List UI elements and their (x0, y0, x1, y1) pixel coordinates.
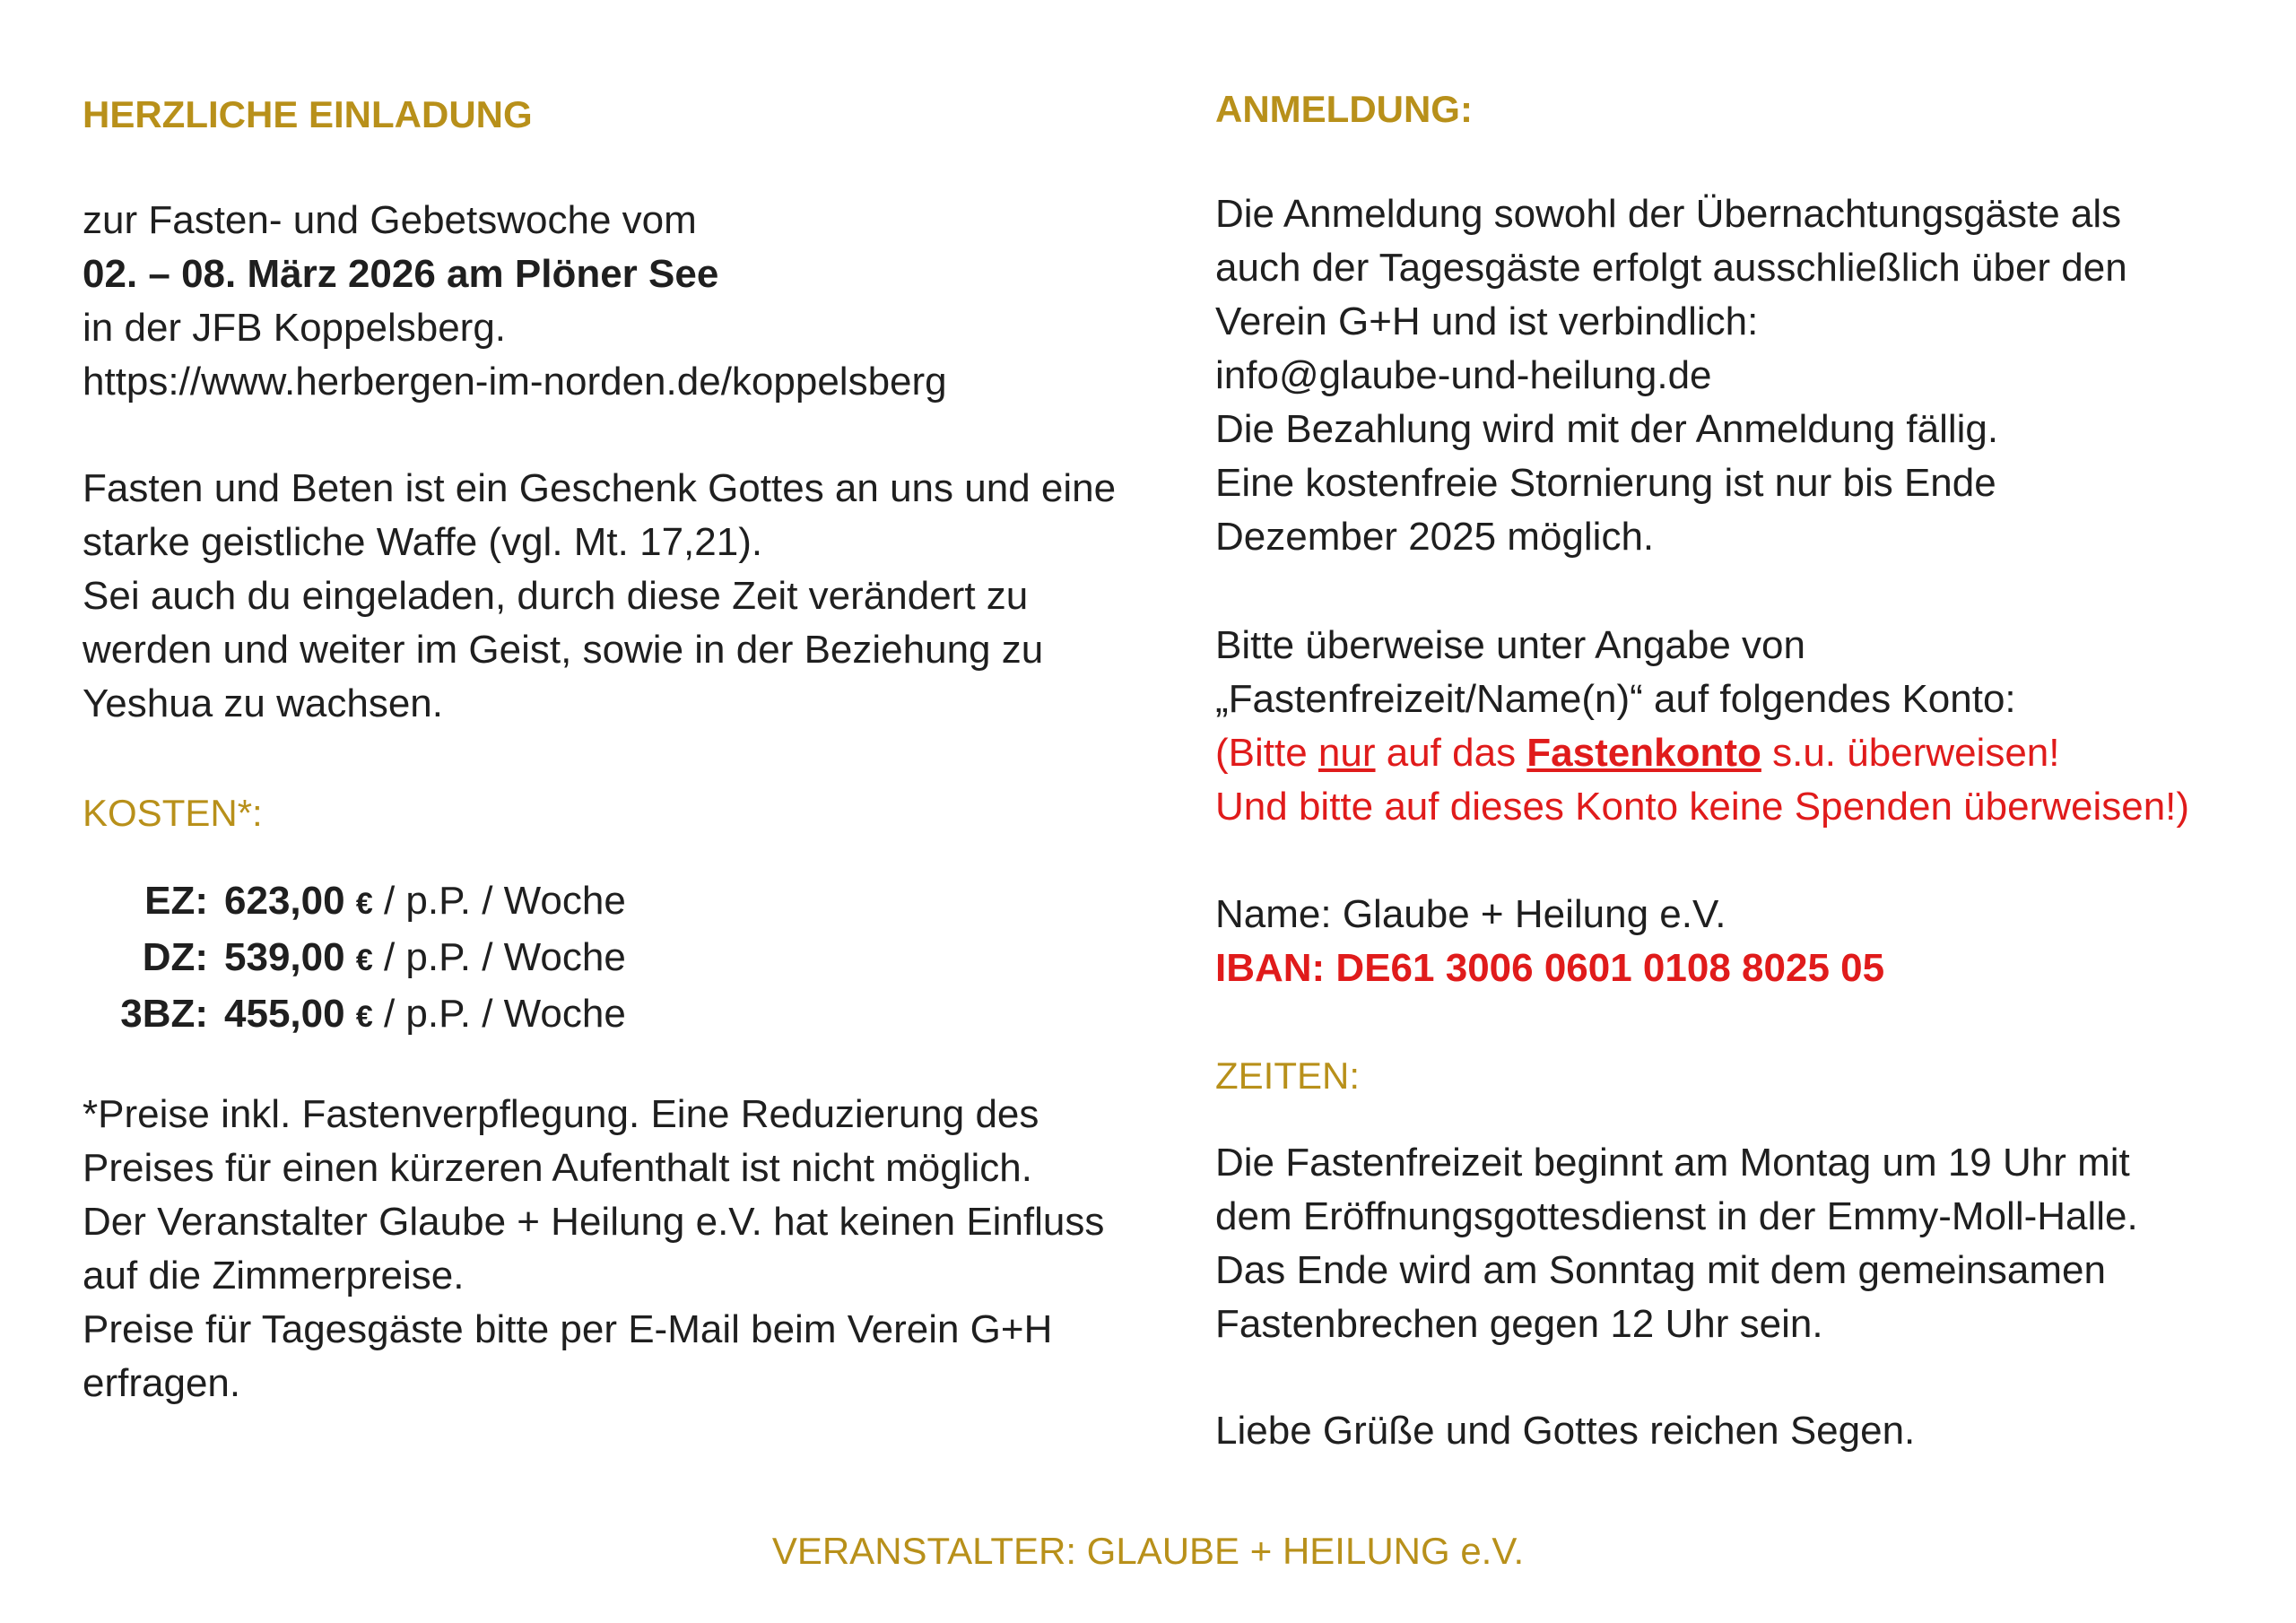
description-line: werden und weiter im Geist, sowie in der Beziehung zu (83, 628, 1044, 672)
payment-line: Bitte überweise unter Angabe von (1215, 623, 1806, 667)
venue-line: in der JFB Koppelsberg. (83, 306, 507, 350)
description-line: Sei auch du eingeladen, durch diese Zeit verändert zu (83, 574, 1029, 618)
registration-line: auch der Tagesgäste erfolgt ausschließlich über den (1215, 246, 2127, 290)
registration-line: Verein G+H und ist verbindlich: (1215, 299, 1759, 343)
room-type-label: EZ: (144, 879, 208, 923)
costs-heading: KOSTEN*: (83, 792, 263, 834)
venue-url[interactable]: https://www.herbergen-im-norden.de/koppelsberg (83, 360, 947, 404)
price-unit: / p.P. / Woche (372, 935, 626, 979)
payment-block (1215, 619, 2283, 834)
warning-emphasis-nur: nur (1318, 731, 1376, 775)
times-line: Das Ende wird am Sonntag mit dem gemeinsamen (1215, 1248, 2106, 1292)
price-notes (83, 1088, 1195, 1410)
price-row-dz (83, 931, 626, 987)
description-line: Fasten und Beten ist ein Geschenk Gottes an uns und eine (83, 466, 1117, 510)
currency-symbol: € (355, 943, 373, 977)
warning-text: (Bitte (1215, 731, 1318, 775)
description-line: Yeshua zu wachsen. (83, 681, 443, 725)
price-note-line: erfragen. (83, 1361, 241, 1405)
price-value: 623,00 (224, 879, 345, 923)
registration-line: Die Anmeldung sowohl der Übernachtungsgäste als (1215, 192, 2122, 236)
registration-line: Eine kostenfreie Stornierung ist nur bis Ende (1215, 461, 1996, 505)
warning-text: auf das (1375, 731, 1527, 775)
times-heading: ZEITEN: (1215, 1055, 1361, 1097)
price-note-line: Preises für einen kürzeren Aufenthalt ist nicht möglich. (83, 1146, 1032, 1190)
warning-text: s.u. überweisen! (1761, 731, 2060, 775)
price-unit: / p.P. / Woche (372, 879, 626, 923)
description-line: starke geistliche Waffe (vgl. Mt. 17,21). (83, 520, 763, 564)
payment-warning-line2: Und bitte auf dieses Konto keine Spenden überweisen!) (1215, 785, 2190, 829)
room-type-label: DZ: (142, 935, 208, 979)
warning-emphasis-konto: Fastenkonto (1526, 731, 1761, 775)
price-list (83, 874, 626, 1044)
price-row-3bz (83, 987, 626, 1044)
account-block (1215, 888, 2283, 995)
room-type-label: 3BZ: (120, 992, 208, 1036)
closing-greeting: Liebe Grüße und Gottes reichen Segen. (1215, 1409, 1916, 1453)
currency-symbol: € (355, 1000, 373, 1034)
times-line: Fastenbrechen gegen 12 Uhr sein. (1215, 1302, 1823, 1346)
price-note-line: Der Veranstalter Glaube + Heilung e.V. hat keinen Einfluss (83, 1200, 1105, 1244)
event-date: 02. – 08. März 2026 am Plöner See (83, 252, 719, 296)
registration-heading: ANMELDUNG: (1215, 88, 1473, 130)
organizer-footer: VERANSTALTER: GLAUBE + HEILUNG e.V. (771, 1530, 1525, 1572)
times-block (1215, 1136, 2283, 1351)
price-row-ez (83, 874, 626, 931)
registration-line: Dezember 2025 möglich. (1215, 515, 1655, 559)
price-note-line: Preise für Tagesgäste bitte per E-Mail beim Verein G+H (83, 1307, 1053, 1351)
account-iban: IBAN: DE61 3006 0601 0108 8025 05 (1215, 946, 1885, 990)
payment-line: „Fastenfreizeit/Name(n)“ auf folgendes Konto: (1215, 677, 2016, 721)
payment-warning (1215, 726, 2283, 780)
times-line: dem Eröffnungsgottesdienst in der Emmy-Moll-Halle. (1215, 1194, 2138, 1238)
account-name: Name: Glaube + Heilung e.V. (1215, 892, 1726, 936)
registration-line: Die Bezahlung wird mit der Anmeldung fällig. (1215, 407, 1999, 451)
intro-line: zur Fasten- und Gebetswoche vom (83, 198, 697, 242)
price-value: 455,00 (224, 992, 345, 1036)
registration-block (1215, 187, 2283, 564)
description-block (83, 462, 1195, 731)
price-value: 539,00 (224, 935, 345, 979)
currency-symbol: € (355, 887, 373, 921)
times-line: Die Fastenfreizeit beginnt am Montag um 19 Uhr mit (1215, 1141, 2130, 1185)
intro-block (83, 194, 1195, 409)
registration-email[interactable]: info@glaube-und-heilung.de (1215, 353, 1712, 397)
price-note-line: auf die Zimmerpreise. (83, 1254, 465, 1298)
price-unit: / p.P. / Woche (372, 992, 626, 1036)
price-note-line: *Preise inkl. Fastenverpflegung. Eine Reduzierung des (83, 1092, 1039, 1136)
invitation-heading: HERZLICHE EINLADUNG (83, 93, 533, 135)
